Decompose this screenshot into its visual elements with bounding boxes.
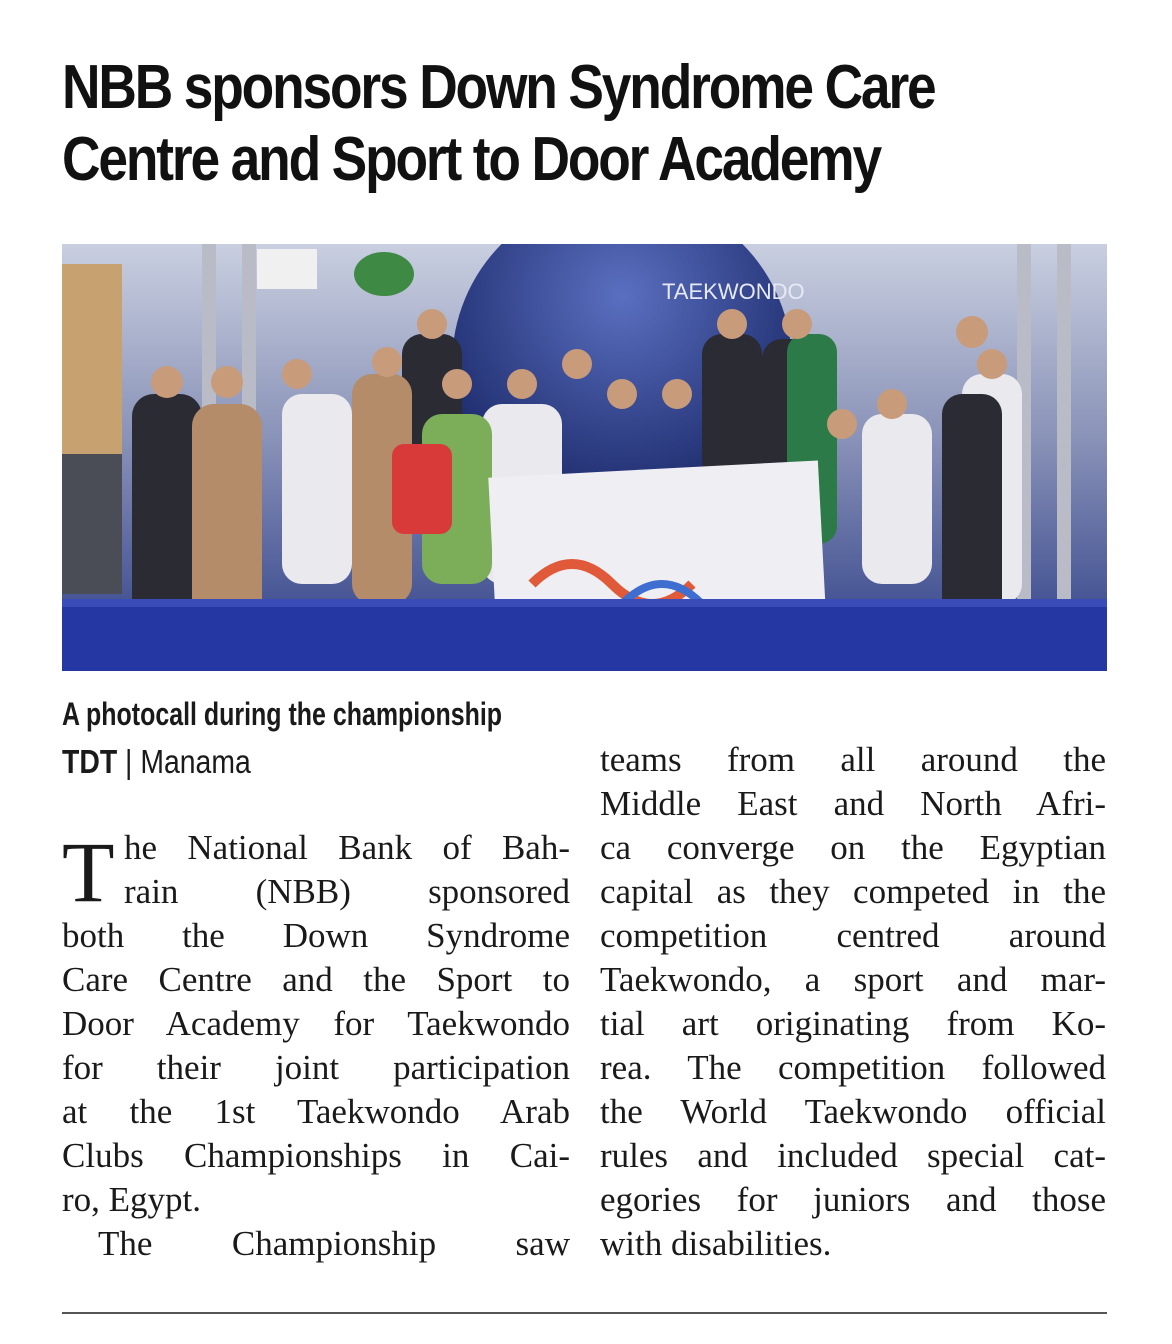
body-line: Taekwondo, a sport and mar- xyxy=(600,960,1106,999)
body-line: with disabilities. xyxy=(600,1224,832,1263)
body-line: rain (NBB) sponsored xyxy=(124,872,570,911)
body-line: competition centred around xyxy=(600,916,1106,955)
article-headline xyxy=(62,52,974,196)
body-line: he National Bank of Bah- xyxy=(124,828,570,867)
byline-location: Manama xyxy=(140,743,251,780)
photo-caption: A photocall during the championship xyxy=(62,696,503,732)
drop-cap: T xyxy=(62,824,115,920)
body-line: Clubs Championships in Cai- xyxy=(62,1136,570,1175)
body-line: teams from all around the xyxy=(600,740,1106,779)
body-line: The Championship saw xyxy=(98,1224,570,1263)
article-column-right xyxy=(600,738,1106,1266)
body-line: egories for juniors and those xyxy=(600,1180,1106,1219)
backdrop-text: TAEKWONDO xyxy=(662,279,805,304)
byline xyxy=(62,741,251,783)
body-line: tial art originating from Ko- xyxy=(600,1004,1106,1043)
bottom-rule xyxy=(62,1312,1107,1314)
article-column-left xyxy=(62,826,570,1266)
byline-separator: | xyxy=(117,743,141,780)
body-line: ca converge on the Egyptian xyxy=(600,828,1106,867)
headline-line-1: NBB sponsors Down Syndrome Care xyxy=(62,53,935,122)
body-line: for their joint participation xyxy=(62,1048,570,1087)
body-line: ro, Egypt. xyxy=(62,1180,202,1219)
body-line: Care Centre and the Sport to xyxy=(62,960,570,999)
body-line: at the 1st Taekwondo Arab xyxy=(62,1092,570,1131)
body-line: the World Taekwondo official xyxy=(600,1092,1106,1131)
body-line: Middle East and North Afri- xyxy=(600,784,1106,823)
body-line: Door Academy for Taekwondo xyxy=(62,1004,570,1043)
body-line: rea. The competition followed xyxy=(600,1048,1106,1087)
body-line: rules and included special cat- xyxy=(600,1136,1106,1175)
headline-line-2: Centre and Sport to Door Academy xyxy=(62,125,881,194)
body-line: capital as they competed in the xyxy=(600,872,1106,911)
byline-source: TDT xyxy=(62,743,118,780)
article-photo xyxy=(62,244,1107,671)
body-line: both the Down Syndrome xyxy=(62,916,570,955)
